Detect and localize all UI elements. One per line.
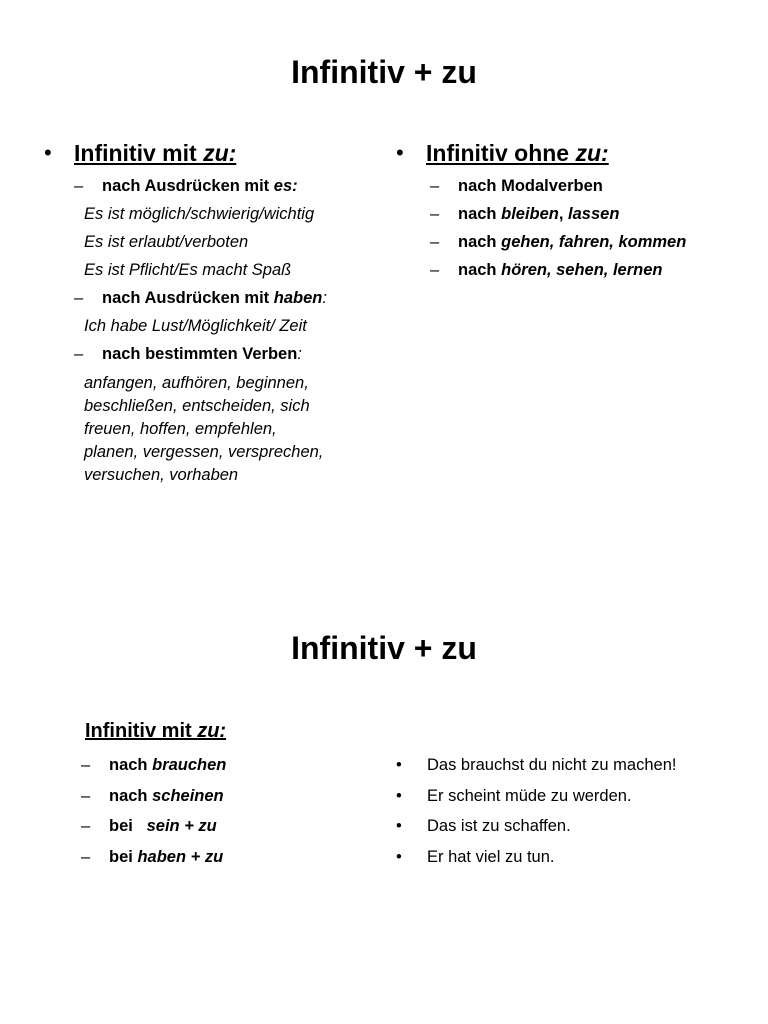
item-suffix: : xyxy=(322,289,327,307)
bullet-icon: • xyxy=(44,140,52,165)
item-prefix: nach xyxy=(458,261,502,279)
bullet-infinitiv-ohne-zu xyxy=(396,138,756,168)
sublist-mit-zu xyxy=(44,172,374,487)
item-prefix: nach Ausdrücken mit xyxy=(102,177,274,195)
example-line: Es ist Pflicht/Es macht Spaß xyxy=(84,261,292,279)
bullet-icon: • xyxy=(396,786,402,805)
dash-icon: – xyxy=(81,786,91,805)
verb-list-line: beschließen, entscheiden, sich xyxy=(84,397,310,415)
dash-icon: – xyxy=(430,233,440,251)
heading-infinitiv-mit-zu xyxy=(74,140,236,166)
dash-icon: – xyxy=(430,177,440,195)
dash-icon: – xyxy=(430,261,440,279)
bullet-icon: • xyxy=(396,140,404,165)
verb-list-line: planen, vergessen, versprechen, xyxy=(84,443,324,461)
verb-list-line: anfangen, aufhören, beginnen, xyxy=(84,374,309,392)
right-column-infinitiv-ohne-zu xyxy=(396,138,756,284)
dash-icon: – xyxy=(81,847,91,866)
heading-emphasis: zu: xyxy=(197,720,227,742)
item-prefix: nach Ausdrücken mit xyxy=(102,289,274,307)
example-text: Er scheint müde zu werden. xyxy=(427,786,632,805)
item-separator: , xyxy=(558,205,569,223)
item-scheinen xyxy=(81,781,381,812)
dash-icon: – xyxy=(74,177,84,195)
item-bleiben-lassen xyxy=(430,200,756,228)
bullet-icon: • xyxy=(396,847,402,866)
sublist-ohne-zu xyxy=(396,172,756,284)
heading-prefix: Infinitiv mit xyxy=(74,140,204,166)
item-gehen-fahren-kommen xyxy=(430,228,756,256)
item-prefix: nach Modalverben xyxy=(458,177,603,195)
example-sentence xyxy=(396,811,756,842)
item-suffix: : xyxy=(297,345,302,363)
heading-prefix: Infinitiv ohne xyxy=(426,140,576,166)
item-prefix: bei xyxy=(109,847,138,866)
item-emphasis: es: xyxy=(273,177,298,195)
item-hoeren-sehen-lernen xyxy=(430,256,756,284)
dash-icon: – xyxy=(74,289,84,307)
heading-emphasis: zu: xyxy=(203,140,237,166)
heading-infinitiv-ohne-zu xyxy=(426,140,609,166)
verb-list-column xyxy=(81,750,381,872)
item-prefix: nach xyxy=(109,786,153,805)
item-emphasis: lassen xyxy=(568,205,620,223)
item-sein-zu xyxy=(81,811,381,842)
example-sentence xyxy=(396,781,756,812)
item-emphasis: bleiben xyxy=(501,205,559,223)
example-sentence xyxy=(396,750,756,781)
item-prefix: nach xyxy=(458,205,502,223)
item-emphasis: brauchen xyxy=(152,756,227,774)
left-column-infinitiv-mit-zu xyxy=(44,138,374,487)
dash-icon: – xyxy=(74,345,84,363)
bullet-infinitiv-mit-zu xyxy=(44,138,374,168)
item-prefix: nach bestimmten Verben xyxy=(102,345,298,363)
item-haben-zu xyxy=(81,842,381,873)
bullet-icon: • xyxy=(396,756,402,774)
item-modalverben xyxy=(430,172,756,200)
heading-emphasis: zu: xyxy=(575,140,609,166)
example-line: Es ist möglich/schwierig/wichtig xyxy=(84,205,315,223)
example-line: Es ist erlaubt/verboten xyxy=(84,233,249,251)
item-ausdruecke-mit-es xyxy=(74,172,374,200)
heading-infinitiv-mit-zu xyxy=(85,717,226,745)
bullet-icon: • xyxy=(396,817,402,835)
item-prefix: nach xyxy=(458,233,502,251)
example-sentence xyxy=(396,842,756,873)
verb-list-line: freuen, hoffen, empfehlen, xyxy=(84,420,277,438)
slide-2-title: Infinitiv + zu xyxy=(291,630,477,666)
example-line: Ich habe Lust/Möglichkeit/ Zeit xyxy=(84,317,307,335)
slide-1-title: Infinitiv + zu xyxy=(291,54,477,90)
item-emphasis: gehen, fahren, kommen xyxy=(501,233,687,251)
item-emphasis: scheinen xyxy=(152,786,224,805)
dash-icon: – xyxy=(430,205,440,223)
item-emphasis: haben xyxy=(273,289,323,307)
verb-list xyxy=(74,372,374,487)
item-prefix: nach xyxy=(109,756,153,774)
item-brauchen xyxy=(81,750,381,781)
slide-2 xyxy=(0,512,768,1024)
item-emphasis: haben + zu xyxy=(137,847,224,866)
example-text: Das ist zu schaffen. xyxy=(427,817,571,835)
examples-column xyxy=(396,750,756,872)
item-bestimmte-verben xyxy=(74,340,374,368)
item-ausdruecke-mit-haben xyxy=(74,284,374,312)
example-text: Das brauchst du nicht zu machen! xyxy=(427,756,677,774)
dash-icon: – xyxy=(81,756,91,774)
example-text: Er hat viel zu tun. xyxy=(427,847,555,866)
item-emphasis: sein + zu xyxy=(146,817,217,835)
item-emphasis: hören, sehen, lernen xyxy=(501,261,663,279)
item-prefix: bei xyxy=(109,817,147,835)
dash-icon: – xyxy=(81,817,91,835)
heading-prefix: Infinitiv mit xyxy=(85,720,198,742)
verb-list-line: versuchen, vorhaben xyxy=(84,466,239,484)
